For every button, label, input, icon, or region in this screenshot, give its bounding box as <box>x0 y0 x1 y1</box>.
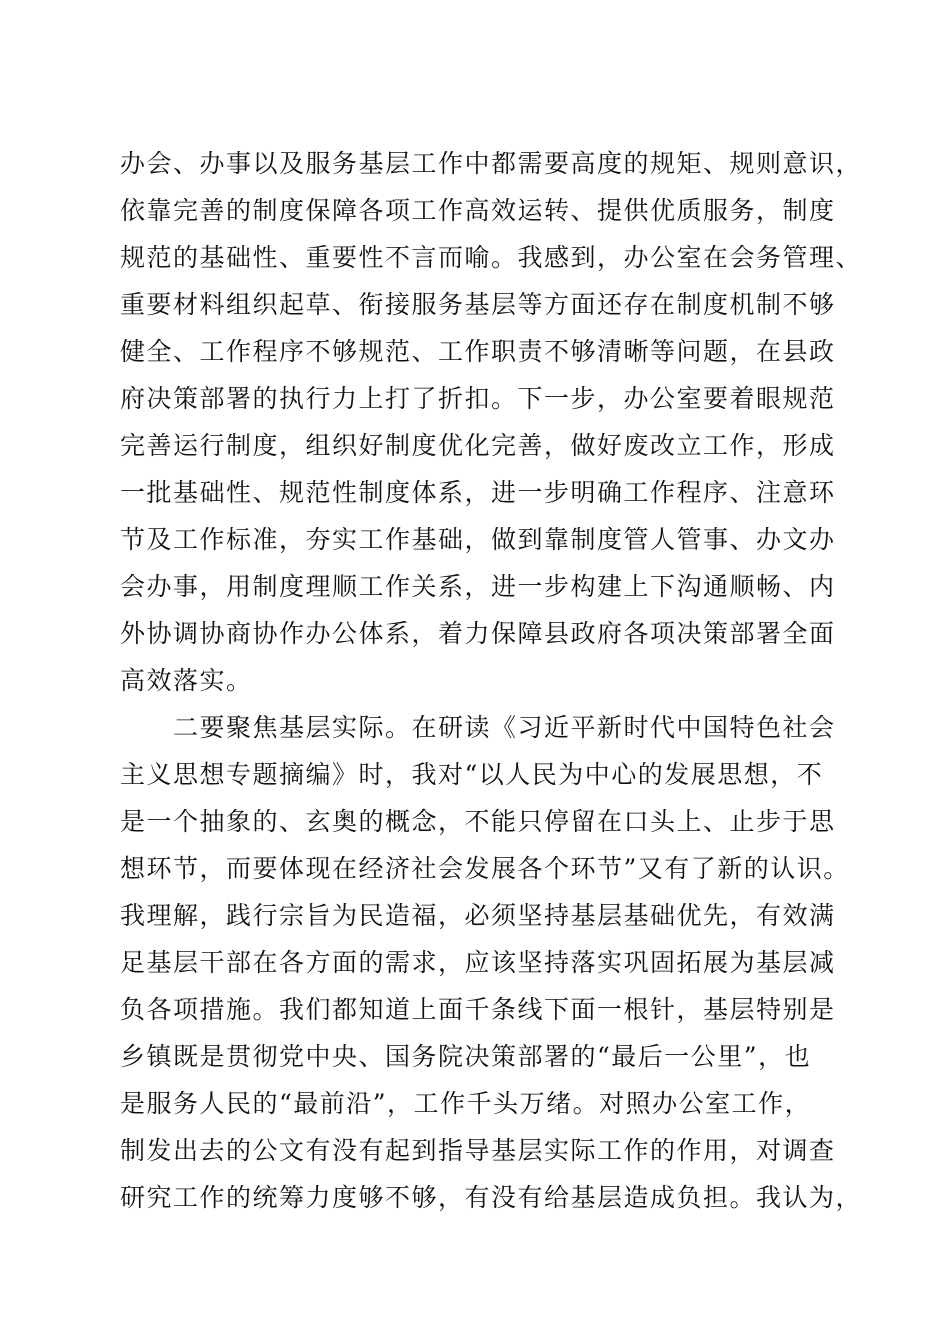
text-line: 研究工作的统筹力度够不够，有没有给基层造成负担。我认为， <box>120 1183 863 1212</box>
text-line: 主义思想专题摘编》时，我对“以人民为中心的发展思想，不 <box>120 760 824 789</box>
text-line: 想环节，而要体现在经济社会发展各个环节”又有了新的认识。 <box>120 854 850 883</box>
text-line: 重要材料组织起草、衔接服务基层等方面还存在制度机制不够 <box>120 290 836 319</box>
text-line: 完善运行制度，组织好制度优化完善，做好废改立工作，形成 <box>120 431 836 460</box>
paragraph-focus-grassroots <box>120 704 863 1221</box>
text-line: 是服务人民的“最前沿”，工作千头万绪。对照办公室工作， <box>120 1089 812 1118</box>
text-line: 办会、办事以及服务基层工作中都需要高度的规矩、规则意识， <box>120 149 863 178</box>
text-line: 我理解，践行宗旨为民造福，必须坚持基层基础优先，有效满 <box>120 901 836 930</box>
text-line: 依靠完善的制度保障各项工作高效运转、提供优质服务，制度 <box>120 196 836 225</box>
text-line: 府决策部署的执行力上打了折扣。下一步，办公室要着眼规范 <box>120 384 836 413</box>
text-line: 健全、工作程序不够规范、工作职责不够清晰等问题，在县政 <box>120 337 836 366</box>
text-line: 会办事，用制度理顺工作关系，进一步构建上下沟通顺畅、内 <box>120 572 836 601</box>
text-line: 乡镇既是贯彻党中央、国务院决策部署的“最后一公里”，也 <box>120 1042 812 1071</box>
document-body <box>120 140 863 1221</box>
text-line: 是一个抽象的、玄奥的概念，不能只停留在口头上、止步于思 <box>120 807 836 836</box>
text-line: 节及工作标准，夯实工作基础，做到靠制度管人管事、办文办 <box>120 525 836 554</box>
paragraph-institutional-norms <box>120 140 863 704</box>
text-line: 制发出去的公文有没有起到指导基层实际工作的作用，对调查 <box>120 1136 836 1165</box>
text-line: 一批基础性、规范性制度体系，进一步明确工作程序、注意环 <box>120 478 836 507</box>
text-line: 二要聚焦基层实际。在研读《习近平新时代中国特色社会 <box>120 713 836 742</box>
text-line: 外协调协商协作办公体系，着力保障县政府各项决策部署全面 <box>120 619 836 648</box>
text-line: 负各项措施。我们都知道上面千条线下面一根针，基层特别是 <box>120 995 836 1024</box>
text-line: 足基层干部在各方面的需求，应该坚持落实巩固拓展为基层减 <box>120 948 836 977</box>
text-line: 规范的基础性、重要性不言而喻。我感到，办公室在会务管理、 <box>120 243 863 272</box>
text-line: 高效落实。 <box>120 666 253 695</box>
